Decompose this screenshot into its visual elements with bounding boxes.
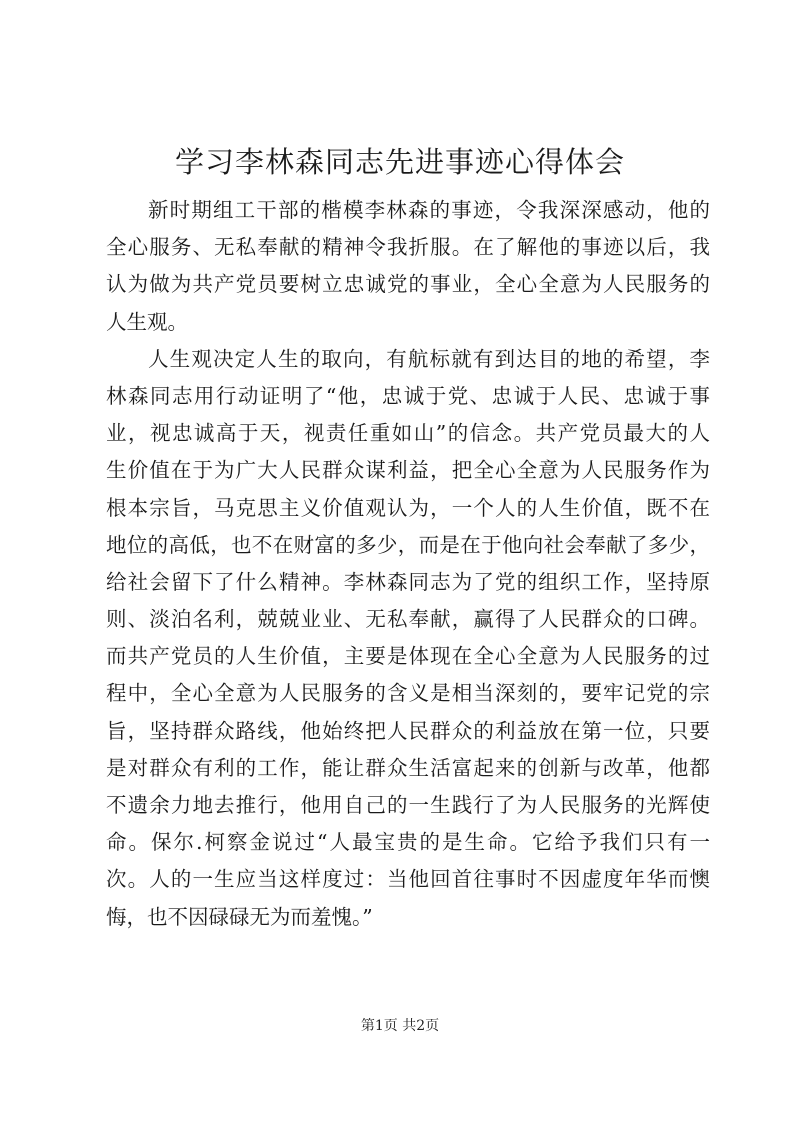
page-footer: 第1页 共2页 [360, 1018, 440, 1034]
text-line: 是对群众有利的工作，能让群众生活富起来的创新与改革，他都 [106, 755, 710, 780]
text-line: 生价值在于为广大人民群众谋利益，把全心全意为人民服务作为 [106, 458, 710, 483]
text-line: 人生观。 [106, 309, 188, 334]
text-line: 认为做为共产党员要树立忠诚党的事业，全心全意为人民服务的 [106, 272, 710, 297]
text-line: 根本宗旨，马克思主义价值观认为，一个人的人生价值，既不在 [106, 495, 710, 520]
paragraph-1 [106, 192, 710, 340]
text-line: 业，视忠诚高于天，视责任重如山”的信念。共产党员最大的人 [106, 421, 710, 446]
document-title: 学习李林森同志先进事迹心得体会 [174, 145, 625, 179]
text-line: 则、淡泊名利，兢兢业业、无私奉献，赢得了人民群众的口碑。 [106, 607, 710, 632]
text-line: 全心服务、无私奉献的精神令我折服。在了解他的事迹以后，我 [106, 235, 710, 260]
text-line: 程中，全心全意为人民服务的含义是相当深刻的，要牢记党的宗 [106, 681, 710, 706]
text-line: 次。人的一生应当这样度过：当他回首往事时不因虚度年华而懊 [106, 867, 710, 892]
paragraph-2 [106, 341, 710, 935]
text-line: 给社会留下了什么精神。李林森同志为了党的组织工作，坚持原 [106, 569, 710, 594]
text-line: 旨，坚持群众路线，他始终把人民群众的利益放在第一位，只要 [106, 718, 710, 743]
text-line: 命。保尔.柯察金说过“人最宝贵的是生命。它给予我们只有一 [106, 830, 710, 855]
document-body [106, 192, 710, 936]
text-line: 悔，也不因碌碌无为而羞愧。” [106, 904, 373, 929]
text-line: 不遗余力地去推行，他用自己的一生践行了为人民服务的光辉使 [106, 793, 710, 817]
text-line: 而共产党员的人生价值，主要是体现在全心全意为人民服务的过 [106, 644, 710, 669]
text-line: 人生观决定人生的取向，有航标就有到达目的地的希望，李 [148, 346, 710, 371]
text-line: 林森同志用行动证明了“他，忠诚于党、忠诚于人民、忠诚于事 [106, 383, 710, 408]
text-line: 新时期组工干部的楷模李林森的事迹，令我深深感动，他的 [148, 198, 710, 222]
text-line: 地位的高低，也不在财富的多少，而是在于他向社会奉献了多少， [106, 532, 710, 557]
